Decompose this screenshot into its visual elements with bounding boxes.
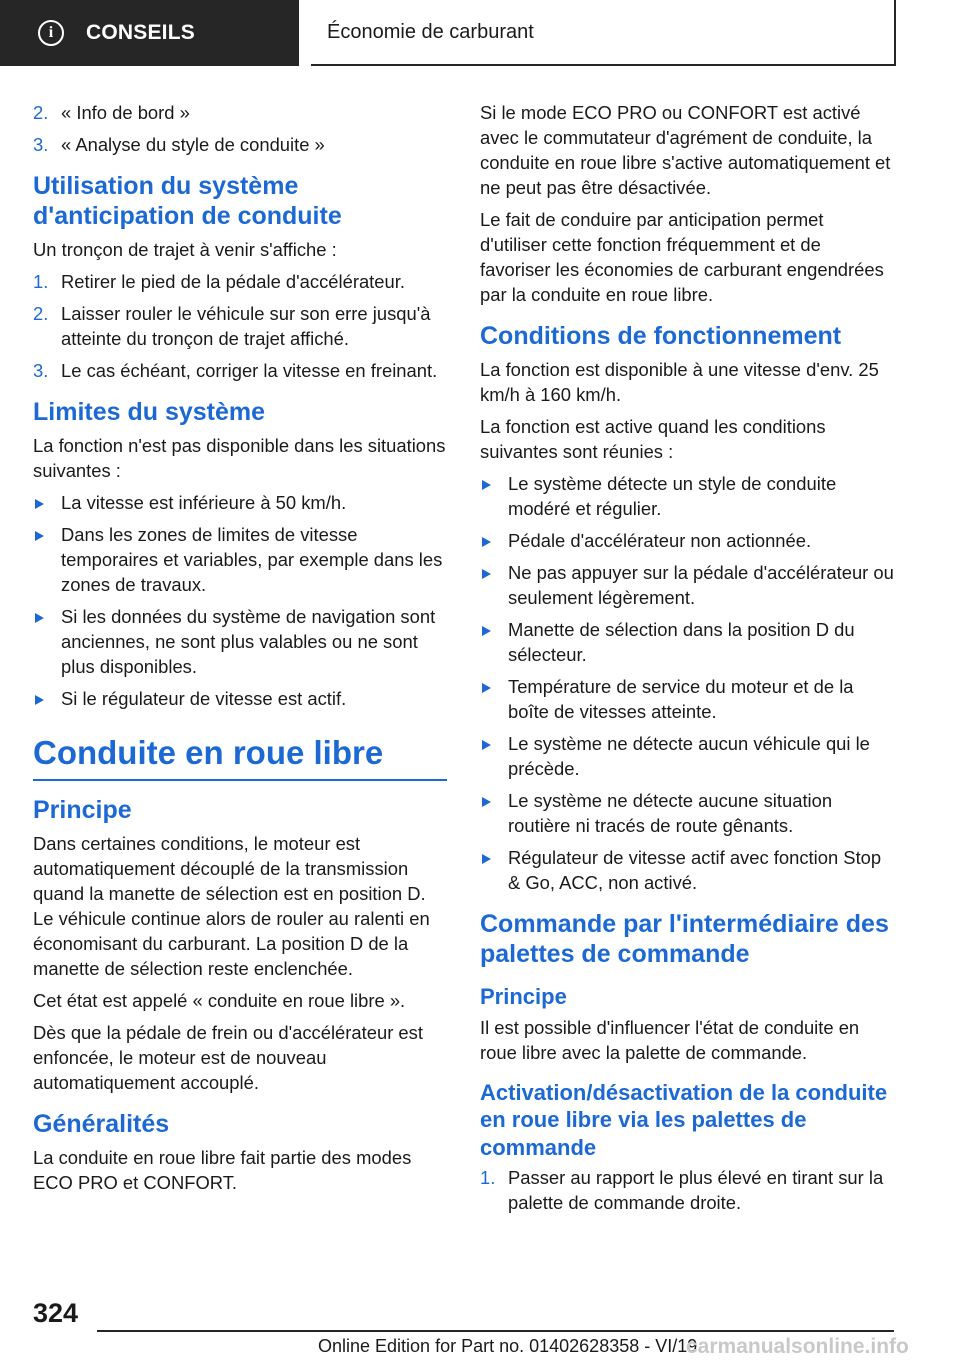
bullet-triangle-icon [35, 695, 44, 705]
step-number: 3. [33, 134, 49, 155]
general-paragraph: La conduite en roue libre fait partie des modes ECO PRO et CONFORT. [33, 1147, 412, 1193]
step-text: « Info de bord » [61, 102, 190, 123]
list-item [33, 100, 447, 125]
list-item [480, 528, 894, 553]
bullet-text: Si les données du système de navigation sont anciennes, ne sont plus valables ou ne sont plus disponibles. [61, 606, 436, 677]
step-text: Passer au rapport le plus élevé en tirant sur la palette de commande droite. [508, 1167, 884, 1213]
right-column [480, 100, 894, 1222]
principe-paragraph: Dans certaines conditions, le moteur est automatiquement découplé de la transmission quand la manette de sélection est en position D. Le véhicule continue alors de rouler au ralenti en économisant du carburant. La position D de la manette de sélection reste enclenchée. [33, 833, 430, 979]
list-item [33, 686, 447, 711]
bullet-text: Le système détecte un style de conduite modéré et régulier. [508, 473, 837, 519]
list-item [480, 788, 894, 838]
paddles-heading: Commande par l'intermédiaire des palettes de commande [480, 910, 889, 968]
bullet-triangle-icon [482, 626, 491, 636]
bullet-text: La vitesse est inférieure à 50 km/h. [61, 492, 347, 513]
list-item [480, 617, 894, 667]
step-number: 1. [480, 1167, 496, 1188]
anticipation-steps [33, 269, 447, 383]
bullet-triangle-icon [482, 740, 491, 750]
section-tab [0, 0, 299, 66]
bullet-triangle-icon [35, 531, 44, 541]
conditions-heading: Conditions de fonctionnement [480, 322, 842, 350]
principe-paragraph: Cet état est appelé « conduite en roue libre ». [33, 990, 406, 1011]
principe-paragraph: Dès que la pédale de frein ou d'accélérateur est enfoncée, le moteur est de nouveau automatiquement accouplé. [33, 1022, 423, 1093]
list-item [480, 845, 894, 895]
paragraph: Le fait de conduire par anticipation permet d'utiliser cette fonction fréquemment et de favoriser les économies de carburant engendrées par la conduite en roue libre. [480, 209, 884, 305]
bullet-text: Température de service du moteur et de la boîte de vitesses atteinte. [508, 676, 854, 722]
bullet-triangle-icon [482, 480, 491, 490]
menu-list [33, 100, 447, 157]
limits-heading: Limites du système [33, 398, 266, 426]
list-item [33, 301, 447, 351]
bullet-text: Le système ne détecte aucun véhicule qui le précède. [508, 733, 870, 779]
list-item [33, 132, 447, 157]
step-number: 1. [33, 271, 49, 292]
list-item [33, 269, 447, 294]
left-column [33, 100, 447, 1202]
bullet-text: Pédale d'accélérateur non actionnée. [508, 530, 812, 551]
limits-intro: La fonction n'est pas disponible dans les situations suivantes : [33, 435, 446, 481]
bullet-triangle-icon [482, 569, 491, 579]
general-heading: Généralités [33, 1110, 170, 1138]
list-item [33, 490, 447, 515]
paddles-principe-heading: Principe [480, 984, 567, 1009]
list-item [480, 1165, 894, 1215]
list-item [33, 522, 447, 597]
edition-text: Online Edition for Part no. 01402628358 - VI/19 [318, 1336, 698, 1356]
watermark: carmanualsonline.info [686, 1335, 909, 1358]
list-item [33, 358, 447, 383]
bullet-text: Manette de sélection dans la position D du sélecteur. [508, 619, 855, 665]
footer-divider [97, 1330, 894, 1332]
step-number: 3. [33, 360, 49, 381]
step-number: 2. [33, 303, 49, 324]
bullet-triangle-icon [482, 797, 491, 807]
bullet-text: Ne pas appuyer sur la pédale d'accélérateur ou seulement légèrement. [508, 562, 894, 608]
bullet-text: Le système ne détecte aucune situation routière ni tracés de route gênants. [508, 790, 833, 836]
paragraph: Si le mode ECO PRO ou CONFORT est activé avec le commutateur d'agrément de conduite, la conduite en roue libre s'active automatiquement et ne peut pas être désactivée. [480, 102, 891, 198]
step-number: 2. [33, 102, 49, 123]
bullet-triangle-icon [35, 499, 44, 509]
page-number: 324 [33, 1298, 79, 1328]
step-text: Retirer le pied de la pédale d'accélérateur. [61, 271, 405, 292]
step-text: Laisser rouler le véhicule sur son erre jusqu'à atteinte du tronçon de trajet affiché. [61, 303, 431, 349]
activation-steps [480, 1165, 894, 1215]
conditions-paragraph: La fonction est disponible à une vitesse d'env. 25 km/h à 160 km/h. [480, 359, 879, 405]
activation-heading: Activation/désactivation de la conduite en roue libre via les palettes de commande [480, 1079, 888, 1160]
bullet-text: Dans les zones de limites de vitesse temporaires et variables, par exemple dans les zones de travaux. [61, 524, 443, 595]
section-title: CONSEILS [86, 21, 195, 44]
bullet-triangle-icon [482, 537, 491, 547]
conditions-paragraph: La fonction est active quand les conditions suivantes sont réunies : [480, 416, 826, 462]
principe-heading: Principe [33, 796, 132, 824]
conditions-list [480, 471, 894, 895]
anticipation-heading: Utilisation du système d'anticipation de conduite [33, 172, 342, 230]
bullet-triangle-icon [482, 854, 491, 864]
chapter-title: Économie de carburant [311, 0, 896, 66]
paddles-principe-paragraph: Il est possible d'influencer l'état de conduite en roue libre avec la palette de commande. [480, 1016, 860, 1063]
bullet-text: Si le régulateur de vitesse est actif. [61, 688, 347, 709]
step-text: « Analyse du style de conduite » [61, 134, 325, 155]
list-item [480, 560, 894, 610]
list-item [480, 731, 894, 781]
anticipation-intro: Un tronçon de trajet à venir s'affiche : [33, 239, 337, 260]
bullet-text: Régulateur de vitesse actif avec fonction Stop & Go, ACC, non activé. [508, 847, 882, 893]
limits-list [33, 490, 447, 711]
step-text: Le cas échéant, corriger la vitesse en freinant. [61, 360, 438, 381]
list-item [480, 674, 894, 724]
list-item [33, 604, 447, 679]
info-icon: i [38, 20, 64, 46]
bullet-triangle-icon [482, 683, 491, 693]
main-heading: Conduite en roue libre [33, 733, 447, 781]
bullet-triangle-icon [35, 613, 44, 623]
page-header [0, 0, 960, 66]
list-item [480, 471, 894, 521]
